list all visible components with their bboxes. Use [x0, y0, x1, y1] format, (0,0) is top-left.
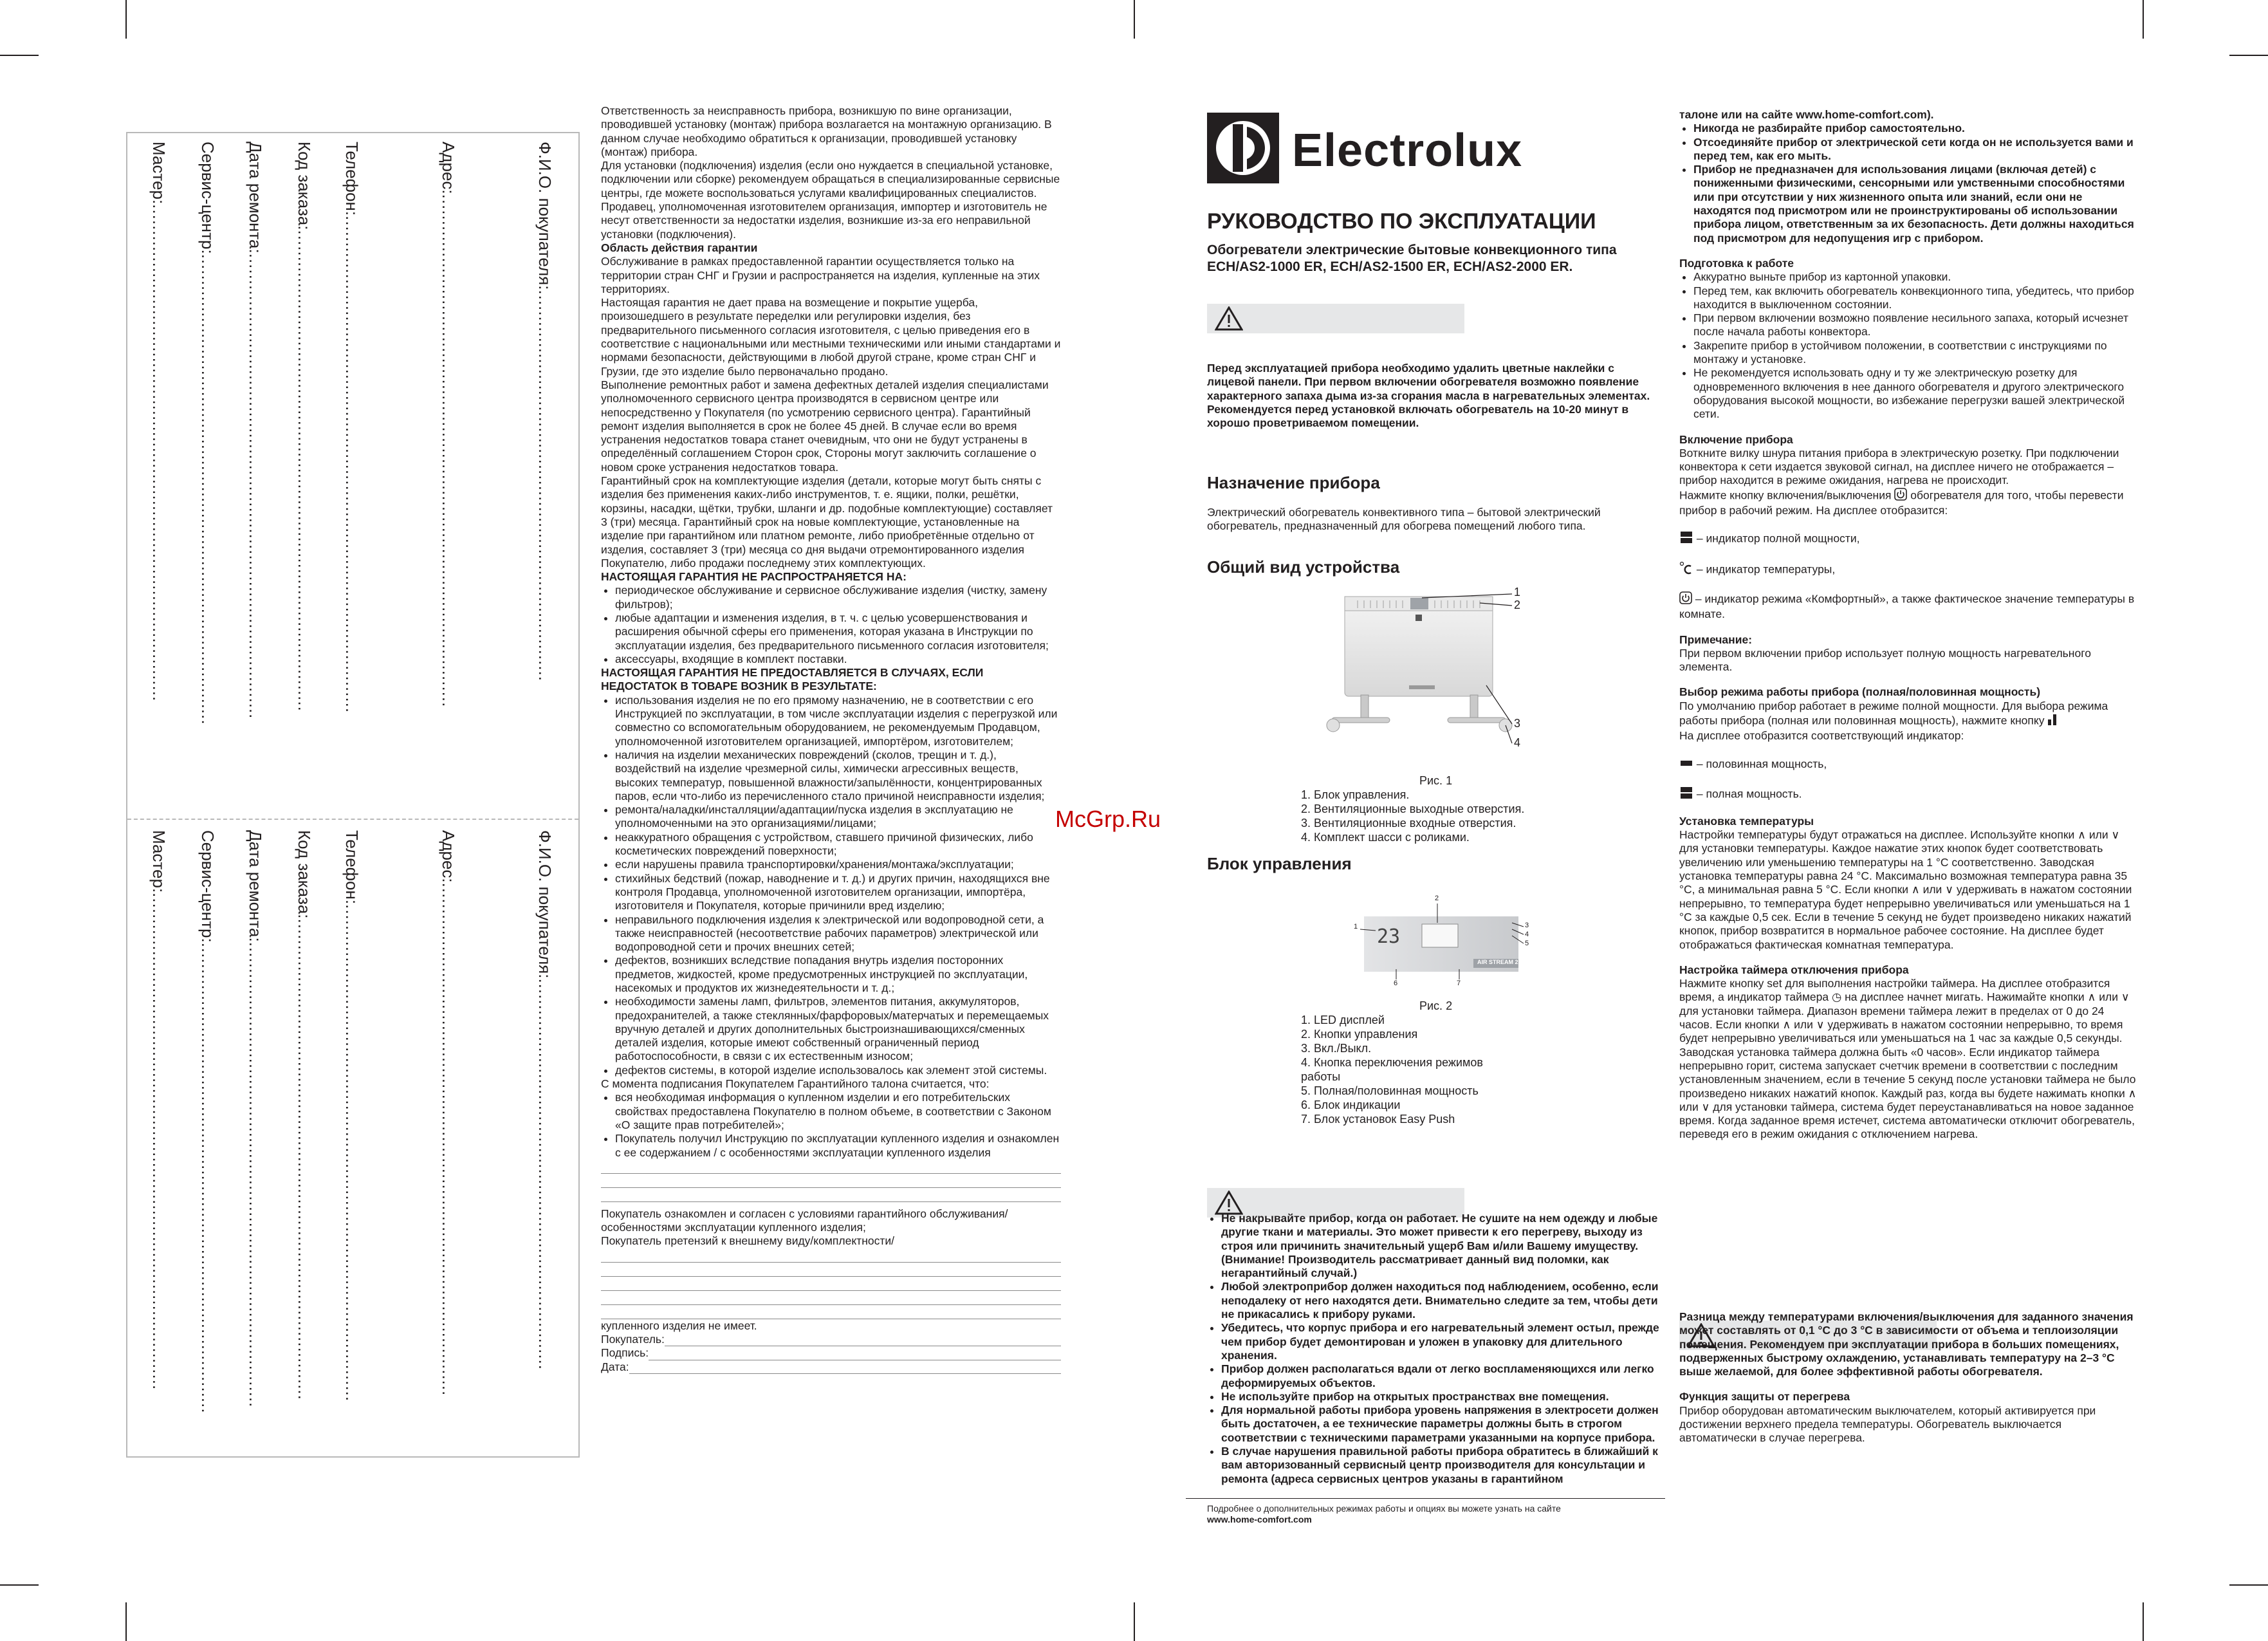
warranty-paragraph: Выполнение ремонтных работ и замена дефектных деталей изделия специалистами уполномоченного сервисного центра производятся в сервисном центре или непосредственно у Покупателя (по усмотрению сервисного центра). Гарантийный ремонт изделия выполняется в срок не более 45 дней. В случае если во время устранения недостатков товара станет очевидным, что они не будут устранены в определённый соглашением Сторон срок, Стороны могут заключить соглашение о новом сроке устранения недостатков товара.: [601, 378, 1049, 474]
control-panel-figure: [1351, 895, 1531, 991]
fig1-legend: [1301, 788, 1584, 844]
list-item: • В случае нарушения правильной работы прибора обратитесь в ближайший к вам авторизованный сервисный центр производителя для консультации и ремонта (адреса сервисных центров указаны в гарантийном: [1221, 1445, 1664, 1486]
right-bottom: [1679, 1310, 2139, 1445]
warranty-terms: [601, 104, 1061, 1374]
manual-subtitle: Обогреватели электрические бытовые конвекционного типа ECH/AS2-1000 ER, ECH/AS2-1500 ER, ECH/AS2-2000 ER.: [1207, 243, 1617, 274]
control-section: [1207, 854, 1352, 874]
cont-text: талоне или на сайте www.home-comfort.com).: [1679, 108, 1934, 121]
list-item: • любые адаптации и изменения изделия, в т. ч. с целью усовершенствования и расширения обычной сферы его применения, которая указана в Инструкции по эксплуатации изделия, без предварительного письменного согласия изготовителя;: [615, 611, 1061, 653]
overview-section: [1207, 557, 1399, 577]
comfort-mode-icon: [1679, 591, 1692, 607]
full-power-icon: [1679, 786, 1693, 803]
not-case-heading: НАСТОЯЩАЯ ГАРАНТИЯ НЕ ПРЕДОСТАВЛЯЕТСЯ В СЛУЧАЯХ, ЕСЛИ НЕДОСТАТОК В ТОВАРЕ ВОЗНИК В РЕЗУЛЬТАТЕ:: [601, 666, 984, 693]
fig2-label: 6: [1394, 979, 1398, 987]
crop-mark: [0, 1584, 39, 1586]
list-item: • наличия на изделии механических повреждений (сколов, трещин и т. д.), воздействий на изделие чрезмерной силы, химически агрессивных веществ, высоких температур, повышенной влажности/запылённости, концентрированных паров, если что-либо из перечисленного стало причиной неисправности изделия;: [615, 748, 1061, 803]
coupon-top-address: Адрес:.................................................................................................: [439, 142, 458, 708]
fig1-label: 3: [1514, 717, 1521, 730]
right-column: [1679, 108, 2139, 1142]
date-line: [601, 1360, 1061, 1374]
note-text: При первом включении прибор использует полную мощность нагревательного элемента.: [1679, 646, 2091, 674]
list-item: • Прибор не предназначен для использования лицами (включая детей) с пониженными физическими, сенсорными или умственными способностями или при отсутствии у них жизненного опыта или знаний, если они не находятся под присмотром или не проинструктированы об использовании прибора лицом, ответственным за их безопасность. Дети должны находиться под присмотром для недопущения игр с прибором.: [1693, 163, 2139, 245]
coupon-bottom-buyer: Ф.И.О. покупателя:..........................................................................: [535, 830, 555, 1370]
fig2-caption: Рис. 2: [1419, 999, 1453, 1012]
list-item: • неаккуратного обращения с устройством, ставшего причиной физических, либо косметических повреждений поверхности;: [615, 831, 1061, 858]
list-item: • Убедитесь, что корпус прибора и его нагревательный элемент остыл, прежде чем прибор будет демонтирован и уложен в упаковку для длительного хранения.: [1221, 1321, 1664, 1362]
legend-item: 3. Вентиляционные входные отверстия.: [1301, 817, 1517, 830]
crop-mark: [2143, 0, 2144, 39]
power-icon: [1894, 488, 1907, 504]
legend-item: 7. Блок установок Easy Push: [1301, 1113, 1455, 1126]
crop-mark: [1134, 0, 1135, 39]
list-item: • Отсоединяйте прибор от электрической сети когда он не используется вами и перед тем, как его мыть.: [1693, 136, 2139, 163]
overview-heading: Общий вид устройства: [1207, 557, 1400, 577]
brand-name: Electrolux: [1292, 125, 1523, 176]
list-item: • использования изделия не по его прямому назначению, не в соответствии с его Инструкцией по эксплуатации, в том числе эксплуатации изделия с перегрузкой или совместно со вспомогательным оборудованием, не рекомендуемым Продавцом, уполномоченной изготовителем организацией, импортёром, изготовителем;: [615, 694, 1061, 748]
list-item: • При первом включении возможно появление несильного запаха, который исчезнет после начала работы конвектора.: [1693, 311, 2139, 339]
crop-mark: [1134, 1602, 1135, 1641]
warranty-scope-heading: Область действия гарантии: [601, 241, 758, 254]
list-item: • Для нормальной работы прибора уровень напряжения в электросети должен быть достаточен, а ее технические параметры должны быть в строгом соответствии с техническими параметрами указанными на корпусе прибора.: [1221, 1404, 1664, 1445]
footnote-link[interactable]: www.home-comfort.com: [1207, 1514, 1312, 1525]
ack-paragraph: Покупатель претензий к внешнему виду/комплектности/: [601, 1234, 894, 1248]
list-item: • стихийных бедствий (пожар, наводнение и т. д.) и других причин, находящихся вне контроля Продавца, уполномоченной изготовителем организации, импортёра, изготовителя и Покупателя, которые причинили вред изделию;: [615, 872, 1061, 913]
list-item: • Любой электроприбор должен находиться под наблюдением, особенно, если неподалеку от него находятся дети. Внимательно следите за тем, чтобы дети не прикасались к прибору руками.: [1221, 1280, 1664, 1321]
cut-line: [127, 819, 578, 820]
legend-item: 2. Вентиляционные выходные отверстия.: [1301, 802, 1525, 815]
blank-line: [601, 1263, 1061, 1277]
control-heading: Блок управления: [1207, 854, 1352, 873]
ack-paragraph: Покупатель ознакомлен и согласен с условиями гарантийного обслуживания/особенностями эксплуатации купленного изделия;: [601, 1207, 1008, 1234]
coupon-bottom-date: Дата ремонта:........................................................................................: [246, 830, 265, 1408]
ack-paragraph: купленного изделия не имеет.: [601, 1319, 757, 1332]
buyer-field[interactable]: [665, 1333, 1061, 1346]
coupon-bottom-address: Адрес:.................................................................................................: [439, 830, 458, 1396]
mode-text-a: По умолчанию прибор работает в режиме полной мощности. Для выбора режима работы прибора (полная или половинная мощность), нажмите кнопку: [1679, 699, 2108, 727]
indicator-full-2: [1679, 786, 2139, 803]
coupon-top-service: Сервис-центр:.........................................................................................: [198, 142, 217, 725]
indicator-half: [1679, 757, 2139, 772]
warning-icon: [1215, 306, 1243, 331]
list-item: • Никогда не разбирайте прибор самостоятельно.: [1693, 122, 2139, 135]
fig1-label: 2: [1514, 598, 1521, 611]
indicator-temp: [1679, 561, 2139, 579]
temperature-icon: [1679, 561, 1693, 579]
warranty-paragraph: Гарантийный срок на комплектующие изделия (детали, которые могут быть сняты с изделия без применения каких-либо инструментов, т. е. ящики, полки, решётки, корзины, насадки, щётки, трубки, шланги и др. подобные комплектующие) составляет 3 (три) месяца. Гарантийный срок на новые комплектующие, установленные на изделие при гарантийном или платном ремонте, либо приобретённые отдельно от изделия, составляет 3 (три) месяца со дня выдачи отремонтированного изделия Покупателю, либо продажи последнему этих комплектующих.: [601, 474, 1053, 570]
signing-list: [601, 1091, 1061, 1159]
power-heading: Включение прибора: [1679, 432, 1793, 446]
electrolux-logo-icon: [1207, 113, 1279, 183]
sign-line: [601, 1346, 1061, 1360]
legend-item: 6. Блок индикации: [1301, 1099, 1401, 1111]
list-item: • дефектов системы, в которой изделие использовалось как элемент этой системы.: [615, 1064, 1061, 1077]
crop-mark: [125, 0, 127, 39]
power-text-2: [1679, 488, 2139, 518]
blank-line: [601, 1160, 1061, 1174]
indicator-comfort: [1679, 591, 2139, 622]
legend-item: 2. Кнопки управления: [1301, 1028, 1418, 1041]
blank-line: [601, 1277, 1061, 1291]
signing-paragraph: С момента подписания Покупателем Гарантийного талона считается, что:: [601, 1077, 990, 1091]
list-item: • Закрепите прибор в устойчивом положении, в соответствии с инструкциями по монтажу и установке.: [1693, 339, 2139, 367]
safety-list-2: [1679, 122, 2139, 245]
fig1-label: 1: [1514, 586, 1521, 598]
list-item: • Не рекомендуется использовать одну и ту же электрическую розетку для одновременного включения в нее данного обогревателя и другого электрического оборудования высокой мощности, во избежание перегрузки вашей электрической сети.: [1693, 366, 2139, 421]
warning-bar: [1207, 304, 1464, 333]
coupon-bottom-order: Код заказа:...........................................................................................: [295, 830, 314, 1400]
warning-text: Перед эксплуатацией прибора необходимо удалить цветные наклейки с лицевой панели. При первом включении обогревателя возможно появление характерного запаха дыма из-за сгорания масла в нагревательных элементах. Рекомендуется перед установкой включать обогреватель на 10-20 минут в хорошо проветриваемом помещении.: [1207, 362, 1650, 430]
overheat-heading: Функция защиты от перегрева: [1679, 1390, 1850, 1404]
half-power-icon: [1679, 757, 1693, 771]
sign-label: Подпись:: [601, 1346, 649, 1360]
not-cover-heading: НАСТОЯЩАЯ ГАРАНТИЯ НЕ РАСПРОСТРАНЯЕТСЯ НА:: [601, 570, 907, 584]
sign-field[interactable]: [649, 1346, 1061, 1360]
not-case-list: [601, 694, 1061, 1077]
blank-line: [601, 1188, 1061, 1202]
purpose-heading: Назначение прибора: [1207, 473, 1380, 492]
fig2-label: 7: [1457, 979, 1461, 987]
indicator-label: – половинная мощность,: [1696, 757, 1827, 770]
fig2-label: 3: [1525, 922, 1529, 929]
crop-mark: [2229, 55, 2268, 56]
blank-line: [601, 1305, 1061, 1319]
warranty-paragraph: Для установки (подключения) изделия (если оно нуждается в специальной установке, подключении или сборке) рекомендуем обращаться в специализированные сервисные центры, где можете воспользоваться услугами квалифицированных специалистов. Продавец, уполномоченная изготовителем организация, импортер и изготовитель не несут ответственности за недостатки изделия, возникшие из-за его неправильной установки (подключения).: [601, 159, 1060, 241]
blank-line: [601, 1291, 1061, 1305]
indicator-label: – индикатор температуры,: [1696, 562, 1836, 575]
blank-line: [601, 1248, 1061, 1263]
indicator-label: – полная мощность.: [1696, 786, 1802, 800]
watermark: McGrp.Ru: [1055, 806, 1161, 832]
not-cover-list: [601, 584, 1061, 666]
timer-heading: Настройка таймера отключения прибора: [1679, 963, 1909, 976]
fig1-caption: Рис. 1: [1419, 774, 1453, 787]
legend-item: 1. Блок управления.: [1301, 788, 1410, 801]
fig2-legend: [1301, 1013, 1520, 1126]
list-item: • вся необходимая информация о купленном изделии и его потребительских свойствах предоставлена Покупателю в полном объеме, в соответствии с Законом «О защите прав потребителей»;: [615, 1091, 1061, 1132]
list-item: • неправильного подключения изделия к электрической или водопроводной сети, а также неисправностей (несоответствие рабочих параметров) электрической или водопроводной сети и прочих внешних сетей;: [615, 913, 1061, 954]
legend-item: 5. Полная/половинная мощность: [1301, 1084, 1479, 1097]
list-item: • если нарушены правила транспортировки/хранения/монтажа/эксплуатации;: [615, 858, 1061, 871]
warning-text-2: Разница между температурами включения/выключения для заданного значения может составлять от 0,1 °С до 3 °С в зависимости от объема и теплоизоляции помещения. Рекомендуем при эксплуатации прибора в больших помещениях, подверженных быстрому охлаждению, устанавливать температуру на 2–3 °С выше желаемой, для более эффективной работы обогревателя.: [1679, 1310, 2134, 1378]
prep-list: [1679, 270, 2139, 421]
mode-text: [1679, 700, 2139, 730]
indicator-label: – индикатор режима «Комфортный», а также фактическое значение температуры в комнате.: [1679, 592, 2135, 621]
power-level-icon: [2047, 713, 2058, 729]
list-item: • Перед тем, как включить обогреватель конвекционного типа, убедитесь, что прибор находится в выключенном состоянии.: [1693, 284, 2139, 312]
fig2-display: 23: [1377, 925, 1401, 948]
legend-item: 4. Кнопка переключения режимов работы: [1301, 1056, 1483, 1083]
footnote-text: Подробнее о дополнительных режимах работы и опциях вы можете узнать на сайте: [1207, 1503, 1561, 1514]
power-text-a: Нажмите кнопку включения/выключения: [1679, 488, 1892, 501]
heater-illustration-icon: [1319, 589, 1531, 750]
coupon-bottom-service: Сервис-центр:.........................................................................................: [198, 830, 217, 1414]
list-item: • аксессуары, входящие в комплект поставки.: [615, 653, 1061, 666]
crop-mark: [0, 55, 39, 56]
footnote-rule: [1186, 1498, 1665, 1499]
mode-heading: Выбор режима работы прибора (полная/половинная мощность): [1679, 685, 2041, 699]
crop-mark: [125, 1602, 127, 1641]
list-item: • ремонта/наладки/инсталляции/адаптации/пуска изделия в эксплуатацию не уполномоченными на это организациями/лицами;: [615, 803, 1061, 831]
heater-figure: [1319, 586, 1531, 750]
note-heading: Примечание:: [1679, 633, 1753, 646]
timer-text: Нажмите кнопку set для выполнения настройки таймера. На дисплее отобразится время, а индикатор таймера ◷ на дисплее начнет мигать. Нажимайте кнопки ∧ или ∨ для установки таймера. Диапазон времени таймера лежит в пределах от 0 до 24 часов. Если кнопки ∧ или ∨ удерживать в нажатом состоянии непрерывно, то время будет непрерывно увеличиваться или уменьшаться на 1 час за каждые 0,5 секунды. Заводская установка таймера должна быть «0 часов». Если индикатор таймера непрерывно горит, система запускает счетчик времени в соответствии с последним установленным значением, если в течение 5 секунд после установки таймера не было произведено никаких нажатий кнопок. Каждый раз, когда вы будете нажимать кнопки ∧ или ∨ для установки таймера, система будет переустанавливаться на новое заданное время. Когда заданное время истечет, система автоматически отключит обогреватель, переведя его в режим ожидания с отключением нагрева.: [1679, 977, 2137, 1141]
power-text: Воткните вилку шнура питания прибора в электрическую розетку. При подключении конвектора к сети издается звуковой сигнал, на дисплее ничего не отображается – прибор находится в режиме ожидания, нагрева не происходит.: [1679, 446, 2119, 487]
power-text-b: обогревателя для того, чтобы перевести прибор в рабочий режим. На дисплее отобразится:: [1679, 488, 2124, 517]
footnote: [1207, 1503, 1664, 1525]
indicator-full: [1679, 530, 2139, 548]
warranty-paragraph: Настоящая гарантия не дает права на возмещение и покрытие ущерба, произошедшего в результате переделки или регулировки изделия, без предварительного письменного согласия изготовителя, с целью приведения его в соответствие с национальными или местными техническими или иными стандартами и нормами безопасности, действующими в любой другой стране, кроме стран СНГ и Грузии, где это изделие было первоначально продано.: [601, 296, 1061, 378]
fig1-label: 4: [1514, 736, 1521, 749]
fig2-label: 1: [1354, 923, 1358, 931]
crop-mark: [2229, 1584, 2268, 1586]
list-item: • дефектов, возникших вследствие попадания внутрь изделия посторонних предметов, жидкостей, кроме предусмотренных инструкцией по эксплуатации, насекомых и продуктов их жизнедеятельности и т. д.;: [615, 954, 1061, 995]
blank-line: [601, 1174, 1061, 1188]
prep-heading: Подготовка к работе: [1679, 256, 1794, 270]
mode-text-2: На дисплее отобразится соответствующий индикатор:: [1679, 729, 1964, 743]
coupon-top-phone: Телефон:..............................................................................................: [342, 142, 362, 714]
warranty-paragraph: Обслуживание в рамках предоставленной гарантии осуществляется только на территории стран СНГ и Грузии и распространяется на изделия, купленные на этих территориях.: [601, 255, 1040, 295]
legend-item: 1. LED дисплей: [1301, 1014, 1385, 1026]
buyer-label: Покупатель:: [601, 1333, 665, 1346]
coupon-top-buyer: Ф.И.О. покупателя:..........................................................................: [535, 142, 555, 681]
coupon-bottom-master: Мастер:..............................................................................................: [149, 830, 169, 1391]
list-item: • Покупатель получил Инструкцию по эксплуатации купленного изделия и ознакомлен с ее содержанием / с особенностями эксплуатации купленного изделия: [615, 1132, 1061, 1160]
list-item: • Аккуратно выньте прибор из картонной упаковки.: [1693, 270, 2139, 284]
list-item: • необходимости замены ламп, фильтров, элементов питания, аккумуляторов, предохранителей, а также стеклянных/фарфоровых/матерчатых и перемещаемых вручную деталей и других дополнительных быстроизнашивающихся/сменных деталей изделия, которые имеют собственный ограниченный период работоспособности, в связи с их естественным износом;: [615, 995, 1061, 1063]
list-item: • Не используйте прибор на открытых пространствах вне помещения.: [1221, 1390, 1664, 1404]
fig2-label: 2: [1435, 895, 1439, 902]
coupon-bottom-phone: Телефон:..............................................................................................: [342, 830, 362, 1402]
list-item: • периодическое обслуживание и сервисное обслуживание изделия (чистку, замену фильтров);: [615, 584, 1061, 611]
purpose-text: Электрический обогреватель конвективного типа – бытовой электрический обогреватель, предназначенный для обогрева помещений любого типа.: [1207, 506, 1601, 533]
warranty-paragraph: Ответственность за неисправность прибора, возникшую по вине организации, проводившей установку (монтаж) прибора возлагается на монтажную организацию. В данном случае необходимо обратиться к организации, проводившей установку (монтаж) прибора.: [601, 104, 1052, 158]
buyer-line: [601, 1333, 1061, 1346]
full-power-icon: [1679, 530, 1693, 548]
temp-heading: Установка температуры: [1679, 814, 1814, 828]
temp-text: Настройки температуры будут отражаться на дисплее. Используйте кнопки ∧ или ∨ для установки температуры. Каждое нажатие этих кнопок будет соответствовать увеличению или уменьшению температуры на 1 °С соответственно. Заводская установка температуры равна 24 °С. Максимально возможная температура равна 35 °С, а минимальная равна 5 °С. Если кнопки ∧ или ∨ удерживать в нажатом состоянии непрерывно, то температура будет непрерывно увеличиваться или уменьшаться на 1 °С за каждые 0,5 сек. Если в течение 5 секунд не будет произведено никаких нажатий кнопок, прибор возвратится в нормальное рабочее состояние. На дисплее будет отображаться фактическая комнатная температура.: [1679, 828, 2132, 951]
manual-header: [1207, 209, 1677, 275]
coupon-top-order: Код заказа:...........................................................................................: [295, 142, 314, 712]
overheat-text: Прибор оборудован автоматическим выключателем, который активируется при достижении верхнего предела температуры. Обогреватель выключается автоматически в случае перегрева.: [1679, 1404, 2096, 1445]
indicator-label: – индикатор полной мощности,: [1696, 532, 1860, 545]
fig2-airstream: AIR STREAM 2: [1477, 959, 1518, 965]
date-field[interactable]: [629, 1360, 1061, 1374]
fig2-label: 5: [1525, 940, 1529, 947]
list-item: • Прибор должен располагаться вдали от легко воспламеняющихся или легко деформируемых объектов.: [1221, 1362, 1664, 1390]
coupon-top-master: Мастер:..............................................................................................: [149, 142, 169, 702]
safety-section: [1207, 1212, 1664, 1486]
manual-title: РУКОВОДСТВО ПО ЭКСПЛУАТАЦИИ: [1207, 209, 1596, 234]
list-item: • Не накрывайте прибор, когда он работает. Не сушите на нем одежду и любые другие ткани и материалы. Это может привести к его перегреву, выходу из строя или причинить значительный ущерб Вам и/или Вашему имуществу. (Внимание! Производитель рассматривает данный вид поломки, как негарантийный случай.): [1221, 1212, 1664, 1280]
legend-item: 3. Вкл./Выкл.: [1301, 1042, 1372, 1055]
fig2-label: 4: [1525, 931, 1529, 938]
date-label: Дата:: [601, 1360, 629, 1373]
purpose-section: [1207, 473, 1664, 533]
crop-mark: [2143, 1602, 2144, 1641]
brand-logo: [1207, 113, 1545, 183]
coupon-top-date: Дата ремонта:........................................................................................: [246, 142, 265, 719]
legend-item: 4. Комплект шасси с роликами.: [1301, 831, 1470, 844]
